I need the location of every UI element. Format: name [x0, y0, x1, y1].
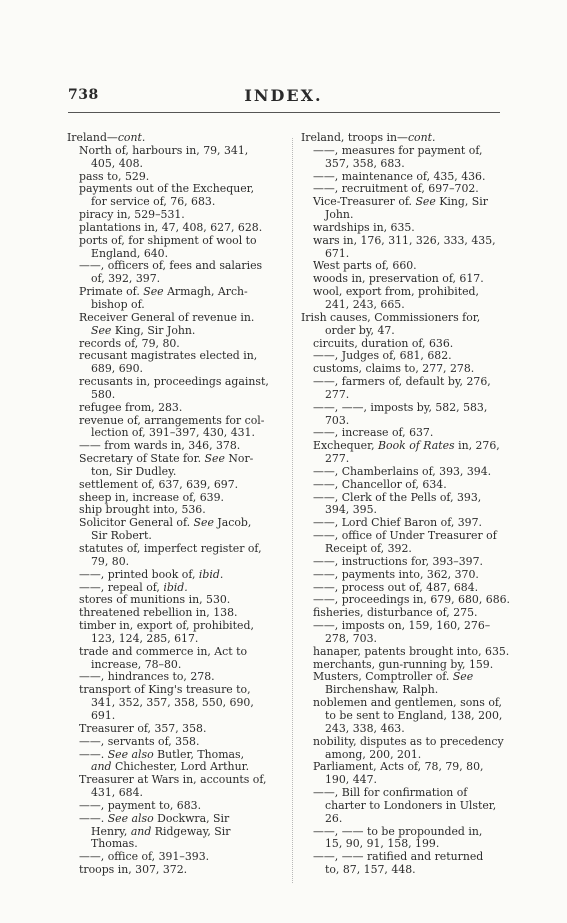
entry-text: North of, harbours in, 79, 341, — [79, 143, 249, 157]
entry-text: ——, payments into, 362, 370. — [313, 567, 479, 581]
entry-text: payments out of the Exchequer, — [79, 182, 255, 196]
entry-text: Parliament, Acts of, 78, 79, 80, — [313, 760, 484, 774]
entry-cross-reference: See — [193, 516, 214, 530]
entry-text: merchants, gun-running by, 159. — [313, 657, 494, 671]
entry-text: Birchenshaw, Ralph. — [325, 683, 439, 697]
entry-text: 691. — [91, 708, 116, 722]
entry-text: wool, export from, prohibited, — [313, 285, 479, 299]
entry-text: wardships in, 635. — [313, 220, 415, 234]
entry-text: Ireland— — [67, 131, 118, 144]
entry-reference-target: Nor- — [224, 452, 254, 466]
entry-text: 241, 243, 665. — [325, 297, 405, 311]
entry-text: ——, repeal of, — [79, 580, 160, 594]
entry-continuation-mark: cont. — [407, 131, 436, 144]
entry-text: ——, imposts on, 159, 160, 276– — [313, 619, 491, 633]
entry-cross-reference: ibid. — [163, 580, 188, 594]
entry-text: Solicitor General of. — [79, 516, 191, 530]
entry-text: ——, process out of, 487, 684. — [313, 580, 479, 594]
page-title: INDEX. — [244, 86, 323, 105]
entry-text: ——, Chamberlains of, 393, 394. — [313, 464, 492, 478]
entry-text: hanaper, patents brought into, 635. — [313, 644, 510, 658]
entry-text: ——, —— ratified and returned — [313, 850, 484, 864]
entry-text: Irish causes, Commissioners for, — [301, 310, 481, 324]
entry-text: Receipt of, 392. — [325, 542, 412, 555]
entry-text: Vice-Treasurer of. — [313, 195, 412, 209]
entry-text: ——, Judges of, 681, 682. — [313, 349, 452, 363]
entry-text: pass to, 529. — [79, 169, 150, 183]
entry-text: records of, 79, 80. — [79, 336, 180, 350]
entry-text: nobility, disputes as to precedency — [313, 734, 504, 748]
entry-text: increase, 78–80. — [91, 657, 182, 671]
entry-cross-reference: See — [91, 323, 112, 337]
entry-text: ——, printed book of, — [79, 567, 196, 581]
entry-text: statutes of, imperfect register of, — [79, 542, 262, 555]
index-entry — [67, 864, 280, 877]
page-number: 738 — [68, 87, 99, 103]
entry-text: 689, 690. — [91, 362, 143, 376]
entry-text: ——, farmers of, default by, 276, — [313, 375, 491, 389]
entry-text: 703. — [325, 413, 350, 427]
entry-cross-reference: and — [130, 824, 152, 838]
entry-text: piracy in, 529–531. — [79, 208, 185, 222]
entry-text: troops in, 307, 372. — [79, 863, 188, 877]
entry-text: 341, 352, 357, 358, 550, 690, — [91, 696, 254, 710]
entry-text: charter to Londoners in Ulster, — [325, 798, 497, 812]
entry-text: 79, 80. — [91, 554, 130, 568]
entry-cross-reference: See — [143, 285, 164, 299]
entry-text: 15, 90, 91, 158, 199. — [325, 837, 440, 851]
entry-text: wars in, 176, 311, 326, 333, 435, — [313, 233, 496, 247]
entry-text: plantations in, 47, 408, 627, 628. — [79, 220, 263, 234]
entry-cross-reference: Book of Rates — [378, 439, 455, 453]
entry-text: 123, 124, 285, 617. — [91, 631, 199, 645]
header-rule — [68, 112, 500, 113]
entry-text: 671. — [325, 246, 350, 260]
entry-text: Treasurer of, 357, 358. — [79, 721, 207, 735]
entry-text: Treasurer at Wars in, accounts of, — [79, 773, 267, 787]
entry-text: ——, office of Under Treasurer of — [313, 529, 497, 543]
entry-text: 431, 684. — [91, 786, 143, 800]
entry-text: Primate of. — [79, 285, 140, 299]
entry-text: Exchequer, — [313, 439, 375, 453]
entry-text: lection of, 391–397, 430, 431. — [91, 426, 255, 440]
entry-text: ——, instructions for, 393–397. — [313, 554, 483, 568]
entry-text: ship brought into, 536. — [79, 503, 206, 517]
entry-text: 190, 447. — [325, 773, 377, 787]
column-divider — [292, 138, 293, 883]
entry-text: customs, claims to, 277, 278. — [313, 362, 475, 376]
entry-text: fisheries, disturbance of, 275. — [313, 606, 478, 620]
entry-cross-reference: See — [452, 670, 474, 684]
entry-text: 243, 338, 463. — [325, 721, 405, 735]
entry-cross-reference: ibid. — [198, 567, 224, 581]
entry-text: stores of munitions in, 530. — [79, 593, 231, 607]
entry-text: ——, Clerk of the Pells of, 393, — [313, 490, 482, 504]
entry-text: bishop of. — [91, 297, 145, 311]
entry-cross-reference: See also — [107, 747, 154, 761]
entry-text: 277. — [325, 387, 350, 401]
entry-text: ——, measures for payment of, — [313, 143, 483, 157]
index-entry — [301, 864, 514, 877]
entry-text: Ireland, troops in— — [301, 131, 408, 144]
entry-text: threatened rebellion in, 138. — [79, 606, 238, 620]
entry-text: ——, Chancellor of, 634. — [313, 477, 447, 491]
entry-text: 277. — [325, 452, 350, 466]
entry-text: circuits, duration of, 636. — [313, 336, 454, 350]
entry-text: ——. — [79, 747, 105, 761]
entry-text: ——, hindrances to, 278. — [79, 670, 215, 684]
entry-text: ——, payment to, 683. — [79, 798, 202, 812]
entry-cross-reference: See — [415, 195, 436, 209]
entry-text: ——, increase of, 637. — [313, 426, 434, 440]
entry-text: ——, maintenance of, 435, 436. — [313, 169, 486, 183]
entry-text: of, 392, 397. — [91, 272, 161, 286]
entry-cross-reference: and — [91, 760, 112, 774]
entry-reference-target: King, Sir — [435, 195, 488, 209]
index-column-left — [67, 132, 280, 877]
entry-reference-target: Chichester, Lord Arthur. — [111, 760, 250, 774]
entry-text: for service of, 76, 683. — [91, 195, 216, 209]
entry-cross-reference: See — [204, 452, 225, 466]
entry-text: Receiver General of revenue in. — [79, 310, 255, 324]
entry-text: West parts of, 660. — [313, 259, 417, 273]
entry-text: to, 87, 157, 448. — [325, 863, 416, 877]
entry-text: ton, Sir Dudley. — [91, 464, 177, 478]
entry-text: 278, 703. — [325, 631, 377, 645]
entry-text: Thomas. — [91, 837, 138, 851]
entry-text: Secretary of State for. — [79, 452, 202, 466]
entry-text: revenue of, arrangements for col- — [79, 413, 265, 427]
entry-text: 394, 395. — [325, 503, 377, 517]
index-column-right — [301, 132, 514, 877]
entry-text: John. — [325, 208, 354, 222]
entry-text: timber in, export of, prohibited, — [79, 619, 254, 633]
entry-text: among, 200, 201. — [325, 747, 422, 761]
entry-text: transport of King's treasure to, — [79, 683, 251, 697]
entry-cross-reference: See also — [107, 811, 154, 825]
entry-text: recusant magistrates elected in, — [79, 349, 258, 363]
entry-text: trade and commerce in, Act to — [79, 644, 248, 658]
entry-text: 26. — [325, 811, 343, 825]
entry-text: Musters, Comptroller of. — [313, 670, 450, 684]
entry-text: ——, Lord Chief Baron of, 397. — [313, 516, 483, 530]
entry-text: ports of, for shipment of wool to — [79, 233, 257, 247]
entry-text: ——, office of, 391–393. — [79, 850, 210, 864]
entry-reference-target: Butler, Thomas, — [153, 747, 245, 761]
entry-text: ——, officers of, fees and salaries — [79, 259, 263, 273]
entry-text: recusants in, proceedings against, — [79, 375, 269, 389]
entry-text: —— from wards in, 346, 378. — [79, 439, 241, 453]
entry-reference-target: in, 276, — [454, 439, 500, 453]
entry-text: ——, ——, imposts by, 582, 583, — [313, 400, 488, 414]
entry-text: order by, 47. — [325, 323, 395, 337]
entry-reference-target: Jacob, — [213, 516, 252, 530]
entry-reference-target: Ridgeway, Sir — [151, 824, 231, 838]
entry-reference-target: King, Sir John. — [111, 323, 196, 337]
entry-text: ——, Bill for confirmation of — [313, 786, 468, 800]
entry-text: ——, —— to be propounded in, — [313, 824, 483, 838]
entry-text: Sir Robert. — [91, 529, 152, 543]
entry-text: sheep in, increase of, 639. — [79, 490, 224, 504]
entry-text: ——, proceedings in, 679, 680, 686. — [313, 593, 511, 607]
entry-text: 405, 408. — [91, 156, 143, 170]
entry-text: settlement of, 637, 639, 697. — [79, 477, 239, 491]
entry-text: ——. — [79, 811, 105, 825]
entry-text: ——, servants of, 358. — [79, 734, 200, 748]
entry-continuation-mark: cont. — [117, 131, 146, 144]
entry-text: 357, 358, 683. — [325, 156, 405, 170]
entry-reference-target: Dockwra, Sir — [153, 811, 230, 825]
entry-text: refugee from, 283. — [79, 400, 183, 414]
entry-text: to be sent to England, 138, 200, — [325, 708, 503, 722]
entry-text: Henry, — [91, 824, 128, 838]
entry-text: 580. — [91, 387, 116, 401]
entry-text: ——, recruitment of, 697–702. — [313, 182, 479, 196]
entry-text: noblemen and gentlemen, sons of, — [313, 696, 502, 710]
entry-reference-target: Armagh, Arch- — [163, 285, 248, 299]
entry-text: woods in, preservation of, 617. — [313, 272, 484, 286]
entry-text: England, 640. — [91, 246, 169, 260]
